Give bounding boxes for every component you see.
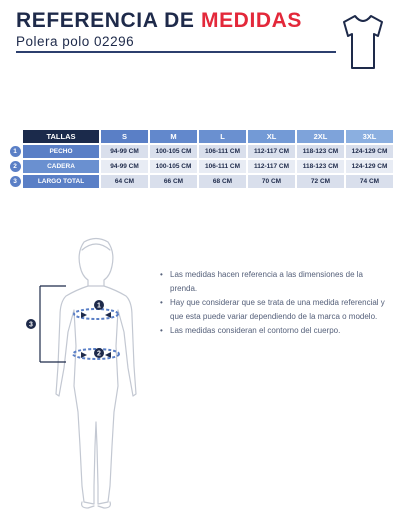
table-cell: 74 CM [346,175,393,188]
table-cell: 124-129 CM [346,160,393,173]
length-marker [26,319,36,329]
note-text: Las medidas consideran el contorno del cuerpo. [170,326,341,336]
table-cell: 118-123 CM [297,160,344,173]
size-header: S [101,130,148,143]
marker-label: 2 [97,350,101,358]
table-cell: 100-105 CM [150,160,197,173]
table-row [9,145,393,158]
size-header: 3XL [346,130,393,143]
table-cell: 68 CM [199,175,246,188]
title-part-2: MEDIDAS [200,9,303,32]
dot-bullet-icon: • [160,298,163,308]
product-subtitle: Polera polo 02296 [16,34,135,49]
header [16,10,302,49]
table-row [9,160,393,173]
size-header: L [199,130,246,143]
table-cell: 66 CM [150,175,197,188]
row-label: LARGO TOTAL [23,175,99,188]
dot-bullet-icon: • [160,326,163,336]
table-cell: 124-129 CM [346,145,393,158]
body-measurement-figure [26,236,166,512]
table-cell: 106-111 CM [199,145,246,158]
note-text: Hay que considerar que se trata de una medida referencial y que esta puede variar dependiendo de la marca o modelo. [170,298,385,321]
table-cell: 118-123 CM [297,145,344,158]
marker-label: 1 [97,302,101,310]
row-number-badge: 1 [10,146,21,157]
table-cell: 106-111 CM [199,160,246,173]
size-header: M [150,130,197,143]
header-divider [16,51,336,53]
list-item [160,324,392,338]
notes-list [160,268,392,339]
table-cell: 70 CM [248,175,295,188]
table-cell: 64 CM [101,175,148,188]
title-part-1: REFERENCIA DE [16,9,195,32]
table-cell: 112-117 CM [248,145,295,158]
sizes-label: TALLAS [23,130,99,143]
dot-bullet-icon: • [160,270,163,279]
chest-marker [94,300,104,310]
size-header: XL [248,130,295,143]
size-header: 2XL [297,130,344,143]
hip-marker [94,348,104,358]
size-table [7,128,395,190]
size-table-header [9,130,393,143]
row-label: CADERA [23,160,99,173]
table-cell: 100-105 CM [150,145,197,158]
table-cell: 94-99 CM [101,160,148,173]
list-item [160,268,392,295]
page-title [16,10,302,31]
note-text: Las medidas hacen referencia a las dimensiones de la prenda. [170,270,364,293]
table-cell: 112-117 CM [248,160,295,173]
table-cell: 94-99 CM [101,145,148,158]
tshirt-icon [342,12,384,72]
table-row [9,175,393,188]
row-label: PECHO [23,145,99,158]
row-number-badge: 2 [10,161,21,172]
marker-label: 3 [29,321,33,329]
list-item [160,296,392,323]
table-cell: 72 CM [297,175,344,188]
row-number-badge: 3 [10,176,21,187]
